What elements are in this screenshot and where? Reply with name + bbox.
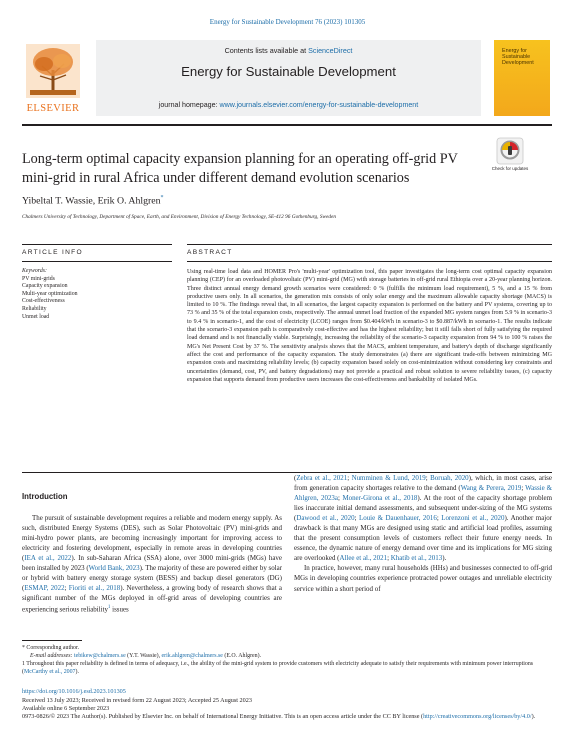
citation-link[interactable]: McCarthy et al., 2007: [23, 669, 76, 676]
introduction-left-column: [22, 513, 282, 615]
citation-link[interactable]: Louie & Dauenhauer, 2016: [358, 514, 437, 523]
contents-available-line: [96, 46, 481, 55]
footnote-rule: [22, 640, 82, 641]
available-online: Available online 6 September 2023: [22, 704, 110, 712]
homepage-prefix: journal homepage:: [158, 101, 220, 109]
license-statement: [22, 713, 552, 721]
footnote-1-end: ).: [75, 669, 79, 676]
keyword: Cost-effectiveness: [22, 298, 65, 305]
introduction-paragraph: In practice, however, many rural households (HHs) and businesses connected to off-grid MGs in developing countries experience protracted power outages and unreliable electricity service within a short period of: [294, 564, 552, 593]
paragraph-text: ;: [337, 494, 343, 503]
citation-link[interactable]: ESMAP, 2022: [24, 584, 65, 593]
paragraph-text: ;: [436, 514, 442, 523]
email-link[interactable]: tebikew@chalmers.se: [73, 653, 126, 660]
sciencedirect-link[interactable]: ScienceDirect: [308, 46, 353, 55]
paragraph-text: issues: [110, 605, 129, 614]
abstract-rule-lower: [187, 261, 552, 262]
keyword: Reliability: [22, 305, 47, 312]
citation-link[interactable]: Allee et al., 2021: [339, 554, 388, 563]
citation-link[interactable]: Fioriti et al., 2018: [68, 584, 121, 593]
paragraph-text: ). In sub-Saharan Africa (SSA) alone, over 3000 mini-grids (MGs) have been installed by 2023 (: [22, 554, 282, 573]
journal-homepage-line: [96, 101, 481, 109]
crossmark-label: Check for updates: [491, 166, 529, 171]
citation-link[interactable]: Khatib et al., 2013: [390, 554, 443, 563]
article-title: Long-term optimal capacity expansion planning for an operating off-grid PV mini-grid in rural Africa under different demand evolution scenarios: [22, 151, 458, 186]
paragraph-text: ;: [64, 584, 69, 593]
license-end: ).: [531, 712, 536, 720]
publisher-wordmark: ELSEVIER: [26, 103, 80, 114]
article-info-rule-lower: [22, 261, 172, 262]
paragraph-text: ;: [387, 554, 391, 563]
citation-link[interactable]: IEA et al., 2022: [24, 554, 72, 563]
article-info-heading: ARTICLE INFO: [22, 249, 83, 256]
authors: [22, 195, 164, 206]
cover-title: Energy for Sustainable Development: [502, 48, 534, 66]
keyword: PV mini-grids: [22, 275, 55, 282]
keywords-label: Keywords:: [22, 268, 47, 274]
paragraph-text: ;: [425, 474, 431, 482]
corresponding-author-mark[interactable]: *: [160, 195, 164, 201]
email-link[interactable]: erik.ahlgren@chalmers.se: [161, 653, 223, 660]
article-info-rule: [22, 244, 172, 245]
doi-link[interactable]: https://doi.org/10.1016/j.esd.2023.101305: [22, 688, 126, 695]
citation-link[interactable]: Numminen & Lund, 2019: [351, 474, 426, 482]
license-link[interactable]: http://creativecommons.org/licenses/by/4.0/: [423, 712, 532, 720]
citation-link[interactable]: Wassie & Ahlgren, 2023a: [294, 484, 553, 503]
paragraph-text: (: [294, 474, 297, 482]
citation-link[interactable]: Lorenzoni et al., 2020: [441, 514, 505, 523]
paragraph-text: The pursuit of sustainable development requires a reliable and modern energy supply. As such, distributed Energy Systems (DES), such as Solar Photovoltaic (PV) mini-grids and mini-hydro power plants, are becoming increasingly important for improving access to electricity and fostering development, especially in remote areas in developing countries (: [22, 514, 282, 563]
contents-prefix: Contents lists available at: [224, 46, 309, 55]
paragraph-text: ).: [442, 554, 447, 563]
citation-link[interactable]: Wang & Perera, 2019: [460, 484, 522, 493]
corresponding-author-note: * Corresponding author.: [22, 645, 80, 651]
email-owner: (Y.T. Wassie),: [125, 653, 162, 660]
citation-link[interactable]: Boruah, 2020: [430, 474, 469, 482]
footnote-1: [22, 660, 552, 676]
journal-homepage-link[interactable]: www.journals.elsevier.com/energy-for-sustainable-development: [219, 101, 419, 109]
paragraph-text: ). The majority of these are powered either by solar or hybrid with battery energy storage system (BESS) and backup diesel generators (DG) (: [22, 564, 283, 593]
paragraph-text: ), which, in most cases, arise from generation capacity shortages relative to the demand (: [294, 474, 552, 493]
citation-link[interactable]: Dawood et al., 2020: [296, 514, 355, 523]
introduction-heading: Introduction: [22, 492, 68, 501]
paragraph-text: ). Another major drawback is that many MGs are designed using static and artificial load profiles, assuming that the present consumption levels of customers reflect their future energy needs. In essence, the dynamic nature of energy demand over time and its implications for MG sizing are overlooked (: [294, 514, 552, 563]
paragraph-text: ). At the root of the capacity shortage problem lies inaccurate initial demand assessments, and subsequent under-sizing of the MG systems (: [294, 494, 552, 523]
publication-info: [22, 697, 552, 721]
citation-link[interactable]: Zebra et al., 2021: [296, 474, 348, 482]
header-divider: [22, 124, 552, 126]
journal-name: Energy for Sustainable Development: [181, 64, 396, 79]
keywords-block: [22, 268, 172, 321]
license-text: 0973-0826/© 2023 The Author(s). Published by Elsevier Inc. on behalf of International Energy Initiative. This is an open access article under the CC BY license (: [22, 712, 424, 720]
email-owner: (E.O. Ahlgren).: [222, 653, 262, 660]
introduction-right-column: [294, 473, 552, 594]
paragraph-text: ;: [354, 514, 359, 523]
journal-reference[interactable]: Energy for Sustainable Development 76 (2023) 101305: [209, 18, 366, 26]
introduction-paragraph: [294, 473, 552, 563]
paragraph-text: ). Nevertheless, a growing body of research shows that a significant number of the MGs deployed in off-grid areas of developing countries are experiencing serious reliability: [22, 584, 282, 614]
footnote-ref[interactable]: 1: [107, 605, 111, 611]
abstract-text: Using real-time load data and HOMER Pro's 'multi-year' optimization tool, this paper investigates the long-term cost optimal capacity expansion planning (CEP) for an overloaded photovoltaic (PV) mini-grid (MG) with storage batteries in off-grid rural Ethiopia over a 20-year planning horizon. Three distinct annual energy demand growth scenarios were considered: 0 % (fulfills the minimum load requirement), 5 %, and a 15 % from productive users only. In all scenarios, the generation mix consists of only solar energy and the maximum allowable capacity shortage (MACS) is limited to 10 %. The findings reveal that, in all scenarios, the largest capacity expansion is performed on the battery and PV systems, covering up to 73 % and 35 % of the total expansion costs, respectively. The annual unmet load fraction of the expanded MG system ranges from 5.9 % in scenario-3 to 9.4 % in scenario-1, and the cost of electricity (LCOE) ranges from $0.404/kWh in scenario-3 to $0.887/kWh in scenario-1. The results indicate that the scenario-3 expansion path is comparatively cost-effective and has the highest reliability; but it still falls short of fully satisfying the required load demand and is not financially viable. Surprisingly, increasing the reliability of the scenario-3 capacity expansion from 94 % to 100 % raises the MG's Net Present Cost by 37 %. The sensitivity analysis shows that the MACS, ambient temperature, and battery's depth of discharge significantly affect the cost and performance of the capacity expansion. The study demonstrates (a) there are significant trade-offs between minimizing MG expansion costs and maximizing reliability levels; (b) capacity expansion based solely on cost-minimization without considering key constraints and uncertainties (demand, cost, PV, and battery degradations) may not provide a practical and robust solution to severe reliability issues, (c) capacity expansion that supports demand from productive users increases the cost-effectiveness and bankability of isolated MGs.: [187, 269, 552, 383]
citation-link[interactable]: World Bank, 2023: [88, 564, 140, 573]
keyword: Capacity expansion: [22, 283, 68, 290]
affiliation: Chalmers University of Technology, Department of Space, Earth, and Environment, Division of Energy Technology, SE-412 96 Gothenburg, Sweden: [22, 214, 336, 220]
email-addresses: [22, 652, 552, 660]
paragraph-text: ;: [521, 484, 526, 493]
footnote-1-text: 1 Throughout this paper reliability is defined in terms of adequacy, i.e., the ability of the mini-grid system to provide customers with electricity adequate to satisfy their requirements with minimum power interruptions (: [22, 661, 534, 676]
keyword: Unmet load: [22, 313, 50, 320]
email-label: E-mail addresses:: [30, 653, 74, 660]
abstract-rule: [187, 244, 552, 245]
paragraph-text: ;: [347, 474, 352, 482]
abstract-heading: ABSTRACT: [187, 249, 233, 256]
footnotes: [22, 644, 552, 676]
citation-link[interactable]: Moner-Girona et al., 2018: [342, 494, 418, 503]
received-dates: Received 13 July 2023; Received in revised form 22 August 2023; Accepted 25 August 2023: [22, 697, 252, 704]
author-names: Yibeltal T. Wassie, Erik O. Ahlgren: [22, 195, 161, 207]
keyword: Multi-year optimization: [22, 290, 78, 297]
